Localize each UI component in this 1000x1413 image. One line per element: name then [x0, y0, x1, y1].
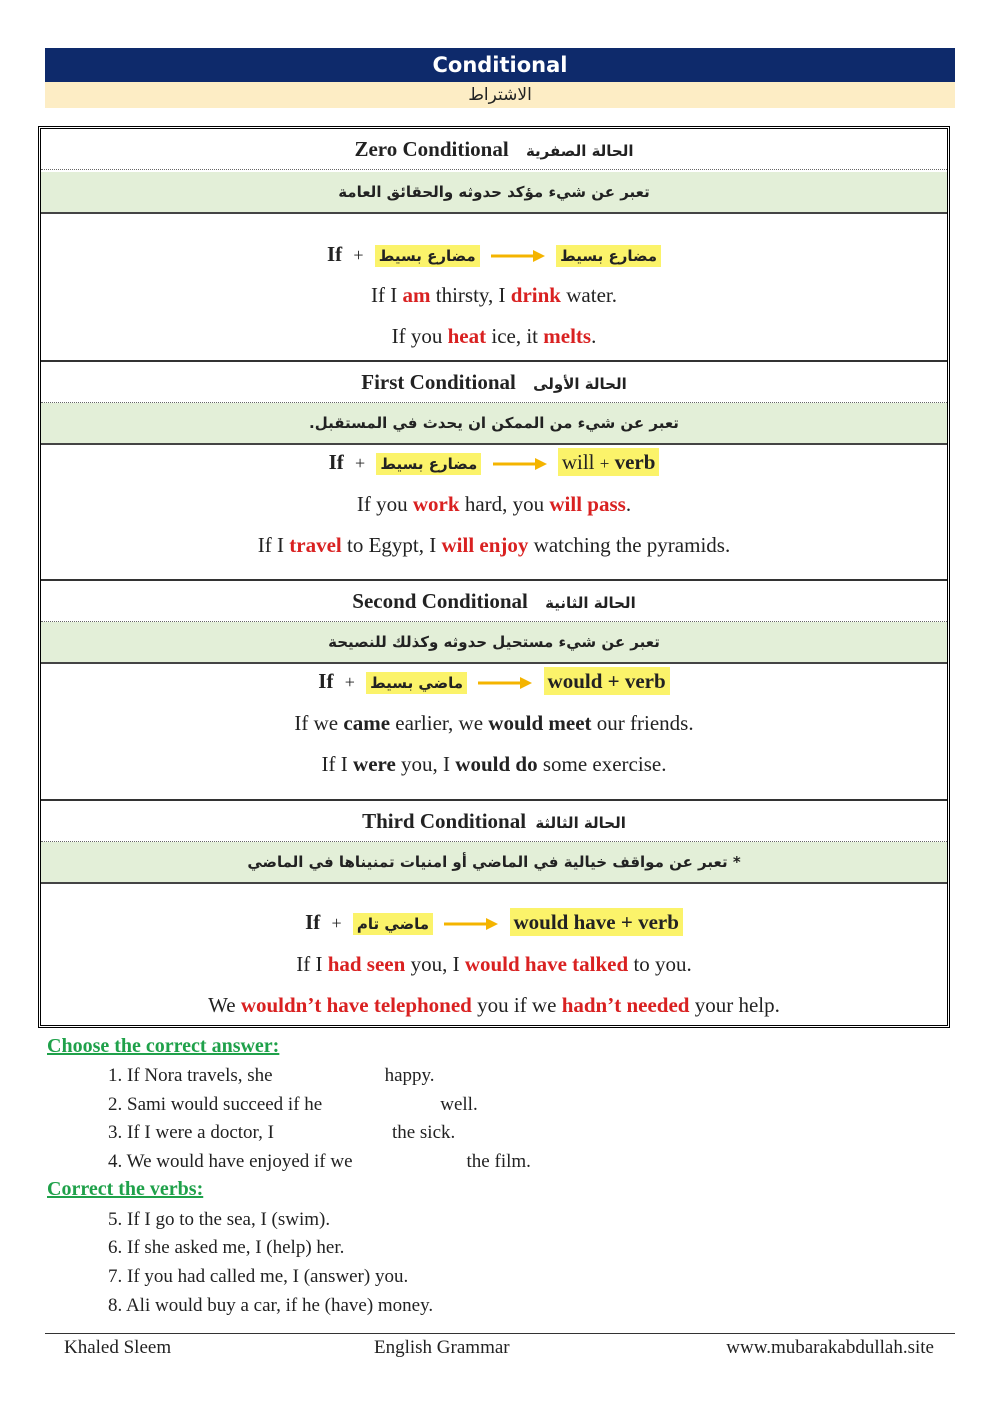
page-subtitle: الاشتراط — [468, 85, 532, 105]
example-text: . — [625, 492, 632, 516]
exercise1-title: Choose the correct answer: — [47, 1035, 280, 1057]
third-example-2 — [41, 991, 947, 1019]
example-text: you, I — [395, 752, 456, 776]
plus-sign: + — [331, 913, 342, 933]
example-text: you if we — [471, 993, 562, 1017]
conditionals-table — [38, 126, 950, 1028]
second-title-ar: الحالة الثانية — [545, 594, 636, 612]
right-plus: + — [599, 454, 610, 473]
third-title: Third Conditional — [362, 809, 527, 833]
first-description: تعبر عن شيء من الممكن ان يحدث في المستقبل. — [41, 403, 947, 445]
zero-title-ar: الحالة الصفرية — [525, 142, 634, 160]
second-title: Second Conditional — [352, 589, 528, 613]
footer-author: Khaled Sleem — [64, 1337, 172, 1358]
exercise2-item-7: 7. If you had called me, I (answer) you. — [108, 1266, 409, 1287]
zero-formula-left: مضارع بسيط — [375, 245, 480, 267]
title-banner — [45, 48, 955, 82]
will-word: will — [561, 450, 595, 474]
exercise2-item-5: 5. If I go to the sea, I (swim). — [108, 1209, 331, 1230]
third-title-row — [41, 801, 947, 842]
highlighted-word: will enjoy — [441, 533, 529, 557]
first-formula — [41, 447, 947, 479]
highlighted-word: came — [343, 711, 391, 735]
example-text: If I — [257, 533, 290, 557]
question-text: 4. We would have enjoyed if we — [108, 1151, 353, 1172]
if-keyword: If — [318, 669, 334, 693]
third-description: * تعبر عن مواقف خيالية في الماضي أو امنيات تمنيناها في الماضي — [41, 842, 947, 884]
zero-formula — [41, 239, 947, 271]
example-text: to you. — [628, 952, 692, 976]
first-title-row — [41, 362, 947, 403]
exercise2-item-6: 6. If she asked me, I (help) her. — [108, 1237, 345, 1258]
second-title-row — [41, 581, 947, 622]
first-example-2 — [41, 531, 947, 559]
zero-example-2 — [41, 322, 947, 350]
first-example-1 — [41, 490, 947, 518]
example-text: If I — [321, 752, 354, 776]
arrow-icon — [491, 249, 545, 263]
example-text: watching the pyramids. — [528, 533, 731, 557]
zero-title: Zero Conditional — [354, 137, 509, 161]
example-text: water. — [561, 283, 617, 307]
example-text: If you — [391, 324, 448, 348]
example-text: you, I — [405, 952, 465, 976]
highlighted-word: would have talked — [464, 952, 629, 976]
example-text: to Egypt, I — [341, 533, 442, 557]
question-text-end: the sick. — [391, 1122, 456, 1143]
highlighted-word: drink — [510, 283, 561, 307]
first-title-ar: الحالة الأولى — [533, 375, 627, 393]
example-text: If I — [371, 283, 403, 307]
example-text: thirsty, I — [430, 283, 511, 307]
highlighted-word: had seen — [327, 952, 406, 976]
exercise2-item-8: 8. Ali would buy a car, if he (have) money. — [108, 1295, 434, 1316]
exercise1-item-1 — [108, 1063, 435, 1089]
arrow-icon — [444, 917, 498, 931]
highlighted-word: will pass — [549, 492, 626, 516]
example-text: If I — [296, 952, 328, 976]
arrow-icon — [478, 676, 532, 690]
highlighted-word: melts — [543, 324, 592, 348]
footer-divider — [45, 1333, 955, 1334]
question-text: 1. If Nora travels, she — [108, 1065, 273, 1086]
example-text: If you — [356, 492, 413, 516]
exercise1-item-2 — [108, 1092, 478, 1118]
footer-subject: English Grammar — [374, 1337, 510, 1358]
exercise1-item-4 — [108, 1149, 531, 1175]
highlighted-word: am — [402, 283, 431, 307]
if-keyword: If — [328, 450, 344, 474]
example-text: We — [208, 993, 241, 1017]
highlighted-word: would meet — [488, 711, 592, 735]
third-example-1 — [41, 950, 947, 978]
third-formula-right: would have + verb — [510, 908, 683, 936]
highlighted-word: work — [412, 492, 460, 516]
zero-formula-right: مضارع بسيط — [556, 245, 661, 267]
highlighted-word: were — [353, 752, 396, 776]
second-description: تعبر عن شيء مستحيل حدوثه وكذلك للنصيحة — [41, 622, 947, 664]
footer-website: www.mubarakabdullah.site — [726, 1337, 934, 1358]
highlighted-word: hadn’t needed — [561, 993, 690, 1017]
highlighted-word: travel — [289, 533, 342, 557]
question-text: 3. If I were a doctor, I — [108, 1122, 274, 1143]
example-text: If we — [294, 711, 344, 735]
second-formula — [41, 666, 947, 698]
verb-word: verb — [614, 450, 656, 474]
plus-sign: + — [344, 672, 355, 692]
question-text-end: well. — [440, 1094, 478, 1115]
plus-sign: + — [355, 453, 366, 473]
example-text: hard, you — [459, 492, 550, 516]
zero-description: تعبر عن شيء مؤكد حدوثه والحقائق العامة — [41, 172, 947, 214]
exercise2-title: Correct the verbs: — [47, 1178, 204, 1200]
if-keyword: If — [326, 242, 343, 266]
example-text: some exercise. — [537, 752, 667, 776]
plus-sign: + — [353, 245, 364, 265]
example-text: . — [591, 324, 597, 348]
second-example-1 — [41, 709, 947, 737]
second-formula-right: would + verb — [544, 667, 670, 695]
example-text: our friends. — [591, 711, 694, 735]
question-text-end: happy. — [384, 1065, 435, 1086]
second-example-2 — [41, 750, 947, 778]
third-formula — [41, 907, 947, 939]
exercise1-item-3 — [108, 1120, 455, 1146]
question-text: 2. Sami would succeed if he — [108, 1094, 323, 1115]
first-formula-left: مضارع بسيط — [376, 453, 481, 475]
zero-title-row — [41, 129, 947, 170]
example-text: your help. — [689, 993, 780, 1017]
zero-example-1 — [41, 281, 947, 309]
highlighted-word: would do — [455, 752, 538, 776]
page-title: Conditional — [432, 53, 568, 77]
arrow-icon — [493, 457, 547, 471]
second-formula-left: ماضي بسيط — [366, 672, 467, 694]
example-text: ice, it — [486, 324, 544, 348]
question-text-end: the film. — [466, 1151, 531, 1172]
highlighted-word: wouldn’t have telephoned — [240, 993, 472, 1017]
third-formula-left: ماضي تام — [353, 913, 433, 935]
example-text: earlier, we — [390, 711, 489, 735]
third-title-ar: الحالة الثالثة — [535, 814, 626, 832]
highlighted-word: heat — [447, 324, 487, 348]
subtitle-banner — [45, 82, 955, 108]
first-title: First Conditional — [361, 370, 516, 394]
if-keyword: If — [305, 910, 321, 934]
first-formula-right — [558, 448, 660, 476]
